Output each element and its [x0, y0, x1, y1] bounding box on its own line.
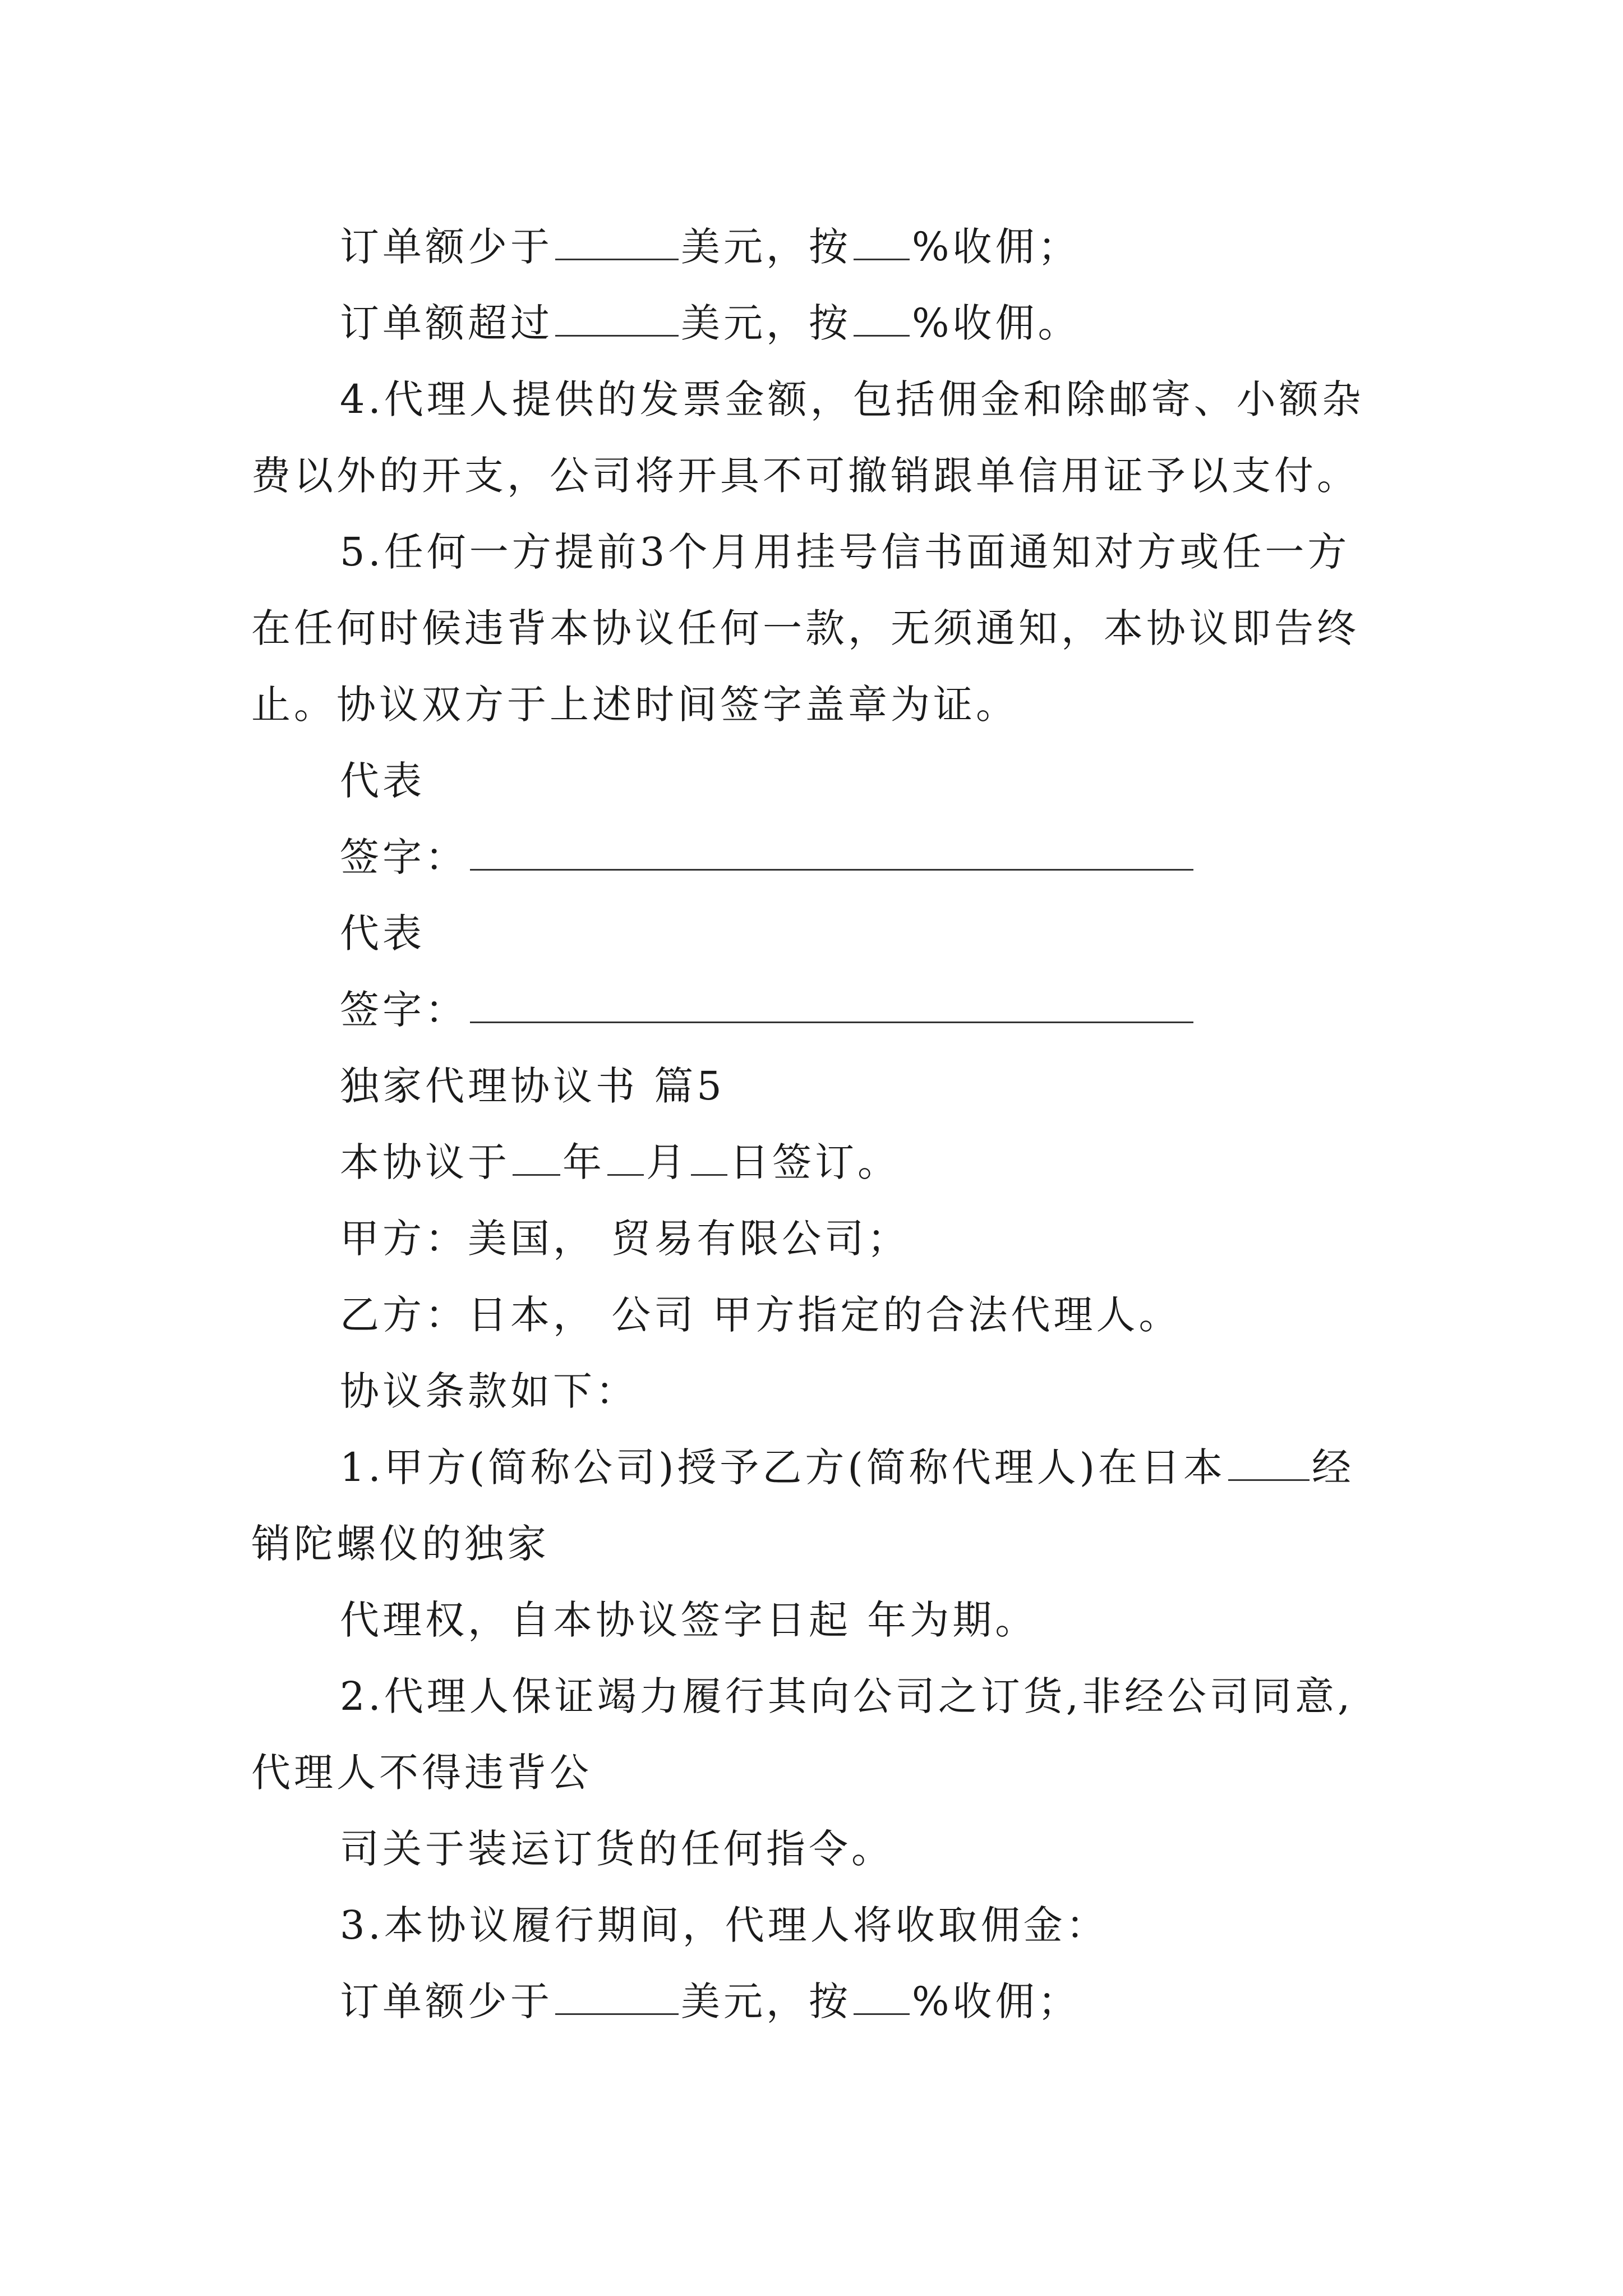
- signature-line: [340, 984, 1196, 1035]
- text: 美元，按: [681, 224, 851, 270]
- text: 月: [646, 1139, 689, 1185]
- text: 订单额少于: [340, 224, 553, 270]
- blank-rate: [854, 226, 910, 260]
- representative-label: 代表: [340, 910, 425, 956]
- signature-label: 签字：: [340, 834, 468, 880]
- text: 美元，按: [681, 300, 851, 346]
- text: 日签订。: [730, 1139, 900, 1185]
- text: 1.甲方(简称公司)授予乙方(简称代理人)在日本: [340, 1444, 1227, 1490]
- party-a: 甲方：美国， 贸易有限公司；: [340, 1216, 910, 1262]
- blank-rate: [854, 1981, 910, 2015]
- signature-line: [340, 832, 1196, 882]
- representative-label: 代表: [340, 758, 425, 804]
- commission-rule-over: [340, 298, 1081, 348]
- blank-month: [607, 1142, 644, 1176]
- party-b: 乙方：日本， 公司 甲方指定的合法代理人。: [340, 1292, 1182, 1338]
- blank-amount: [555, 302, 679, 337]
- paragraph-line: 4.代理人提供的发票金额，包括佣金和除邮寄、小额杂: [340, 376, 1364, 422]
- commission-rule-under: [340, 222, 1081, 272]
- blank-day: [691, 1142, 727, 1176]
- paragraph-line: 3.本协议履行期间，代理人将收取佣金：: [340, 1902, 1109, 1948]
- paragraph-line: 2.代理人保证竭力履行其向公司之订货,非经公司同意,: [340, 1673, 1354, 1719]
- paragraph-line: 代理人不得违背公: [251, 1750, 592, 1796]
- signature-blank: [470, 836, 1193, 871]
- text: 年: [562, 1139, 605, 1185]
- blank-region: [1228, 1447, 1310, 1481]
- paragraph-line: 5.任何一方提前3个月用挂号信书面通知对方或任一方: [340, 529, 1350, 575]
- blank-year: [513, 1142, 560, 1176]
- signing-date: [340, 1137, 900, 1188]
- text: 订单额少于: [340, 1978, 553, 2024]
- signature-blank: [470, 989, 1193, 1023]
- text: %收佣；: [912, 1978, 1081, 2024]
- text: 本协议于: [340, 1139, 510, 1185]
- blank-rate: [854, 302, 910, 337]
- text: %收佣；: [912, 224, 1081, 270]
- text: %收佣。: [912, 300, 1081, 346]
- blank-amount: [555, 1981, 679, 2015]
- blank-amount: [555, 226, 679, 260]
- paragraph-line: 销陀螺仪的独家: [251, 1521, 550, 1567]
- paragraph-line: 止。协议双方于上述时间签字盖章为证。: [251, 682, 1018, 728]
- paragraph-line: 代理权，自本协议签字日起 年为期。: [340, 1597, 1038, 1643]
- paragraph-line: 费以外的开支，公司将开具不可撤销跟单信用证予以支付。: [251, 453, 1359, 499]
- text: 经: [1312, 1444, 1355, 1490]
- commission-rule-under: [340, 1976, 1081, 2027]
- section-title: 独家代理协议书 篇5: [340, 1063, 725, 1109]
- text: 订单额超过: [340, 300, 553, 346]
- text: 美元，按: [681, 1978, 851, 2024]
- signature-label: 签字：: [340, 987, 468, 1033]
- paragraph-line: 在任何时候违背本协议任何一款，无须通知，本协议即告终: [251, 605, 1359, 651]
- paragraph-line: [340, 1442, 1354, 1493]
- terms-heading: 协议条款如下：: [340, 1368, 638, 1414]
- paragraph-line: 司关于装运订货的任何指令。: [340, 1826, 894, 1872]
